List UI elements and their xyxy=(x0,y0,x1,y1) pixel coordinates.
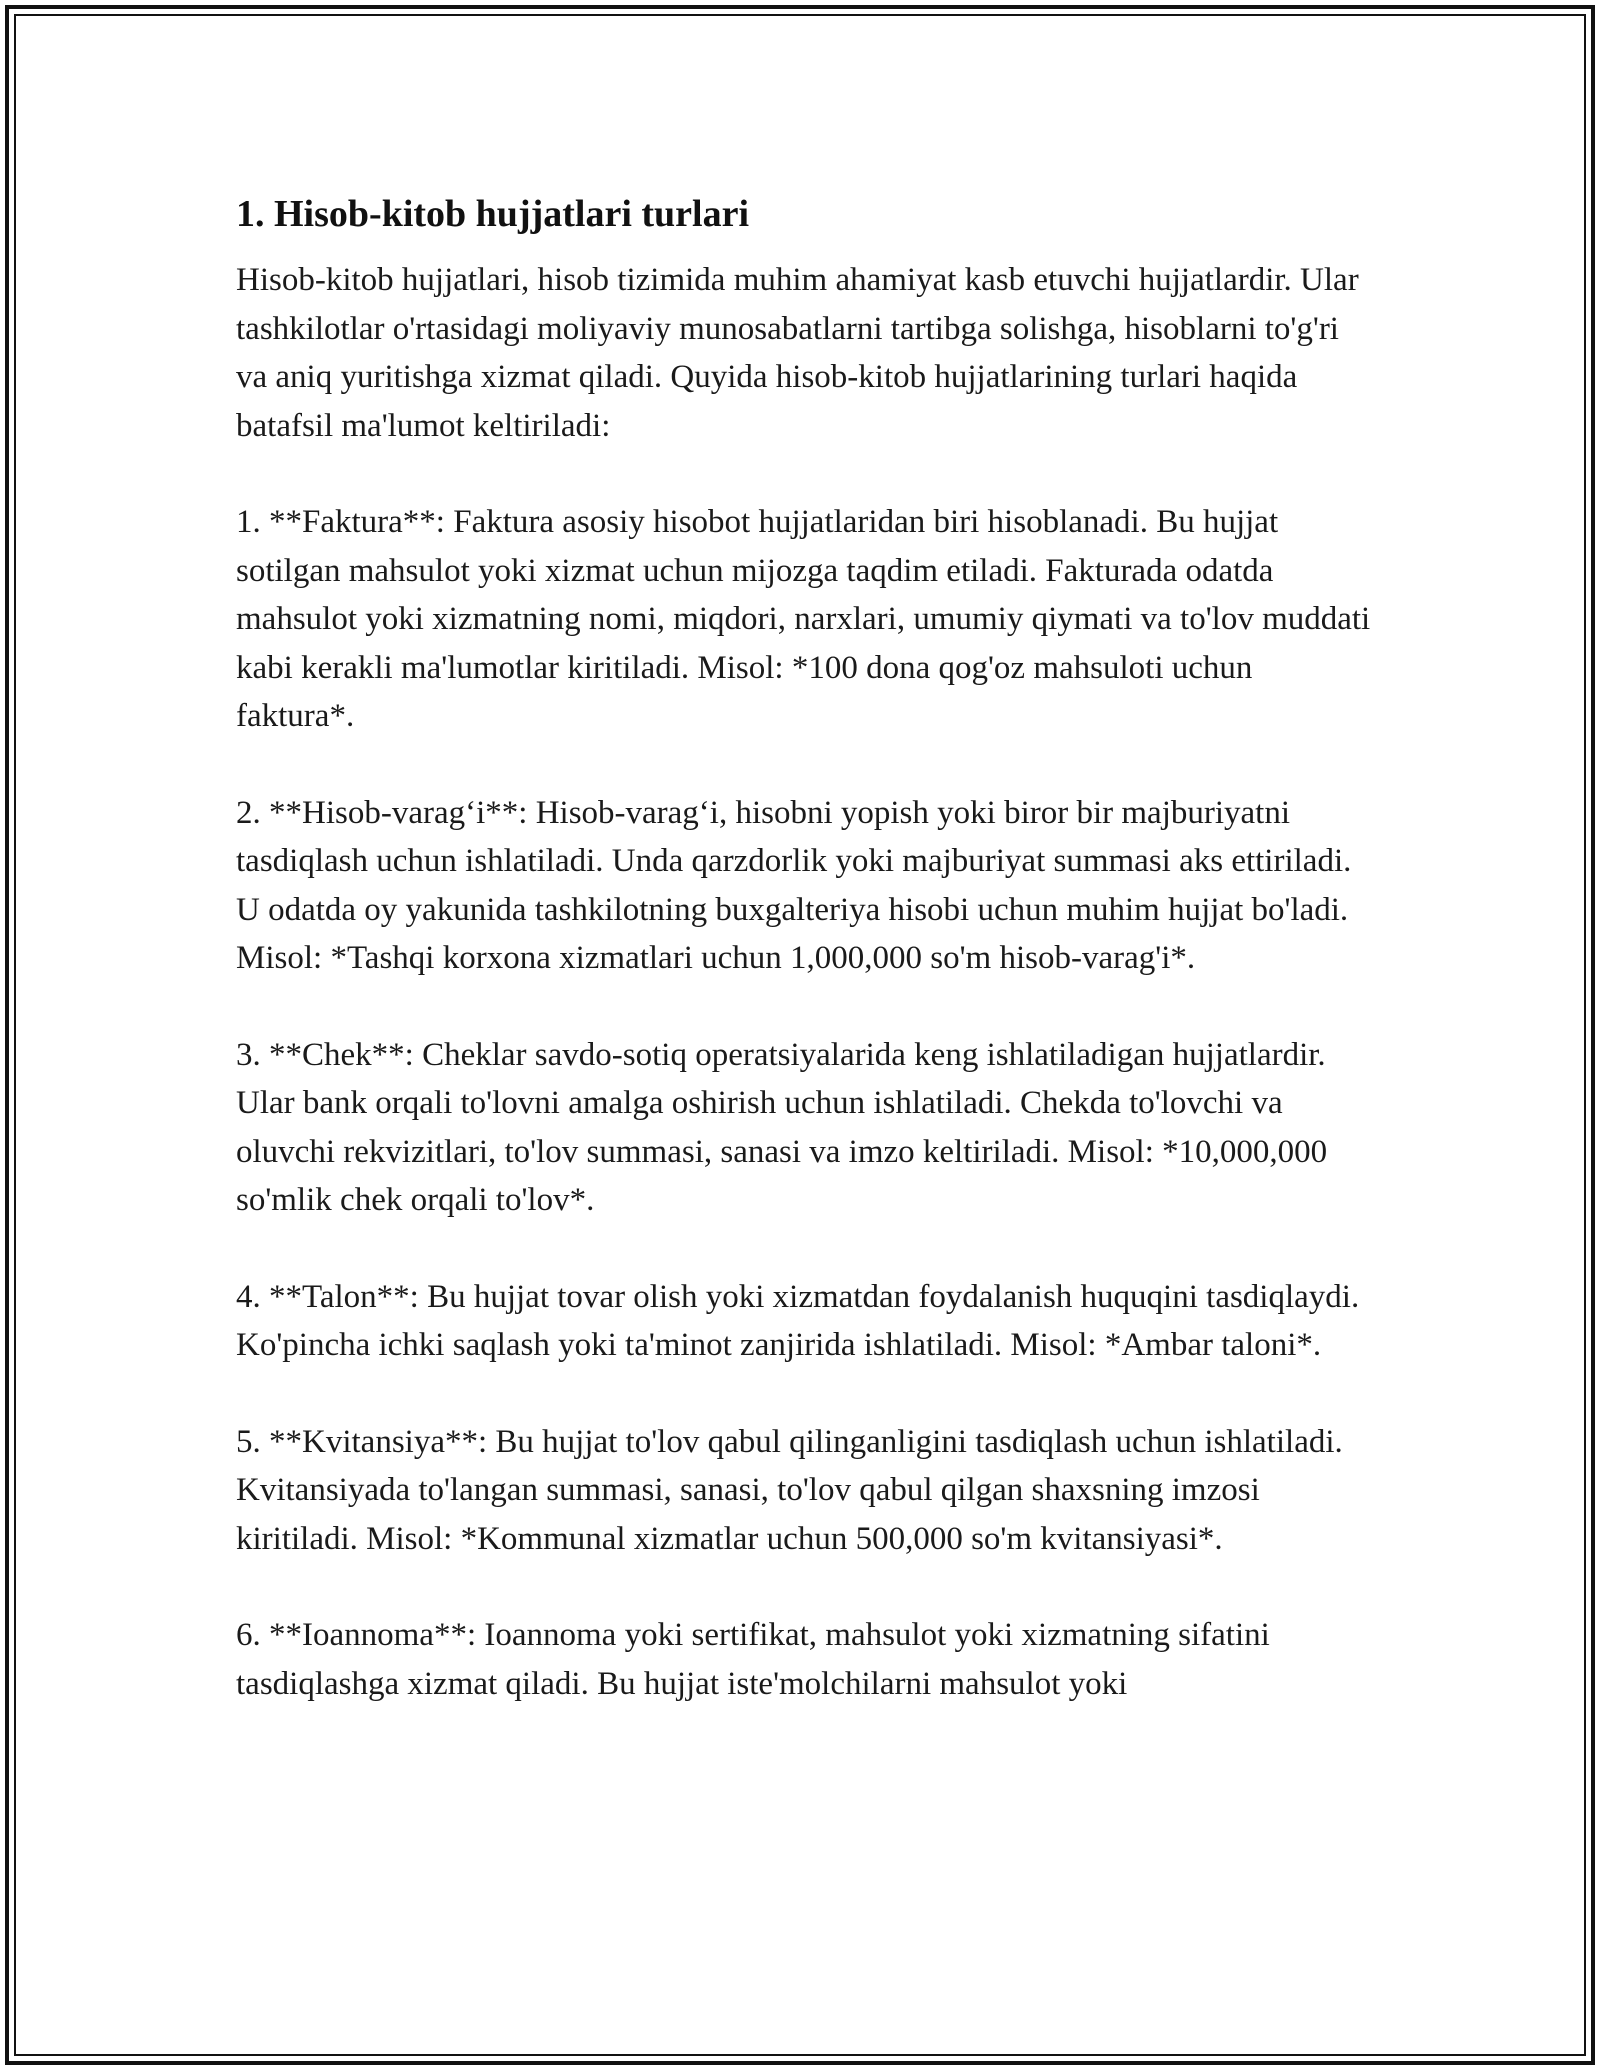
page-title: 1. Hisob-kitob hujjatlari turlari xyxy=(236,193,750,235)
paragraph-ioannoma: 6. **Ioannoma**: Ioannoma yoki sertifikat, mahsulot yoki xizmatning sifatini tasdiqlashga xizmat qiladi. Bu hujjat iste'molchilarni mahsulot yoki xyxy=(236,1617,1279,1702)
intro-paragraph: Hisob-kitob hujjatlari, hisob tizimida muhim ahamiyat kasb etuvchi hujjatlardir. Ular tashkilotlar o'rtasidagi moliyaviy munosabatlarni tartibga solishga, hisoblarni to'g'ri va aniq yuritishga xizmat qiladi. Quyida hisob-kitob hujjatlarining turlari haqida batafsil ma'lumot keltiriladi: xyxy=(236,262,1367,444)
paragraph-talon: 4. **Talon**: Bu hujjat tovar olish yoki xizmatdan foydalanish huquqini tasdiqlaydi. Ko'pincha ichki saqlash yoki ta'minot zanjirida ishlatiladi. Misol: *Ambar taloni*. xyxy=(236,1278,1368,1363)
paragraph-faktura: 1. **Faktura**: Faktura asosiy hisobot hujjatlaridan biri hisoblanadi. Bu hujjat sotilgan mahsulot yoki xizmat uchun mijozga taqdim etiladi. Fakturada odatda mahsulot yoki xizmatning nomi, miqdori, narxlari, umumiy qiymati va to'lov muddati kabi kerakli ma'lumotlar kiritiladi. Misol: *100 dona qog'oz mahsuloti uchun faktura*. xyxy=(236,504,1379,734)
paragraph-kvitansiya: 5. **Kvitansiya**: Bu hujjat to'lov qabul qilinganligini tasdiqlash uchun ishlatiladi. Kvitansiyada to'langan summasi, sanasi, to'lov qabul qilgan shaxsning imzosi kiritiladi. Misol: *Kommunal xizmatlar uchun 500,000 so'm kvitansiyasi*. xyxy=(236,1423,1352,1557)
paragraph-chek: 3. **Chek**: Cheklar savdo-sotiq operatsiyalarida keng ishlatiladigan hujjatlardir. Ular bank orqali to'lovni amalga oshirish uchun ishlatiladi. Chekda to'lovchi va oluvchi rekvizitlari, to'lov summasi, sanasi va imzo keltiriladi. Misol: *10,000,000 so'mlik chek orqali to'lov*. xyxy=(236,1036,1336,1218)
paragraph-hisob-varagi: 2. **Hisob-varag‘i**: Hisob-varag‘i, hisobni yopish yoki biror bir majburiyatni tasdiqlash uchun ishlatiladi. Unda qarzdorlik yoki majburiyat summasi aks ettiriladi. U odatda oy yakunida tashkilotning buxgalteriya hisobi uchun muhim hujjat bo'ladi. Misol: *Tashqi korxona xizmatlari uchun 1,000,000 so'm hisob-varag'i*. xyxy=(236,794,1365,976)
document-body xyxy=(236,186,1379,1756)
